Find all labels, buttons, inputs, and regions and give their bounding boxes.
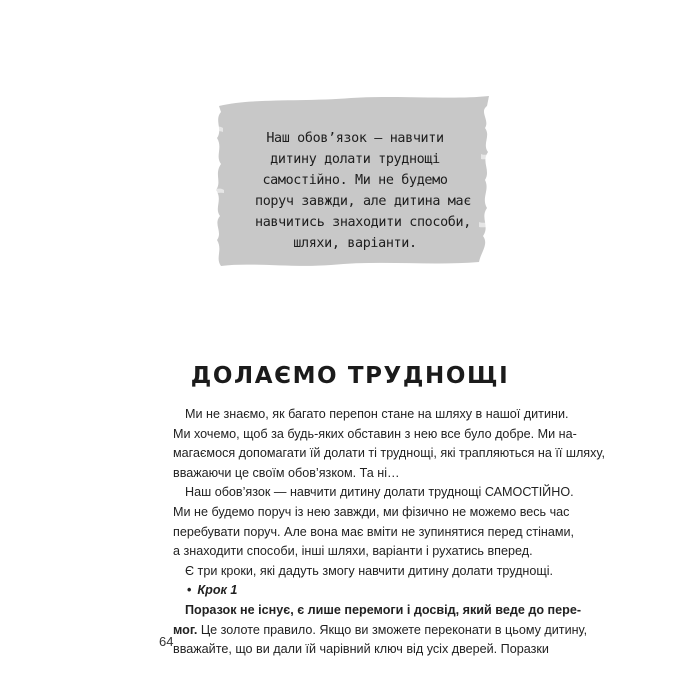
paragraph-line: перебувати поруч. Але вона має вміти не зупинятися перед стінами,	[173, 524, 575, 539]
quote-text	[255, 128, 471, 254]
paragraph-line: Є три кроки, які дадуть змогу навчити дитину долати труднощі.	[185, 563, 554, 578]
quote-line: дитину долати труднощі	[270, 152, 440, 167]
quote-line: навчитись знаходити способи,	[255, 215, 471, 230]
page-number: 64	[159, 634, 174, 649]
paragraph-line: вважайте, що ви дали їй чарівний ключ від усіх дверей. Поразки	[173, 642, 549, 657]
paragraph-line: магаємося допомагати їй долати ті труднощі, які трапляються на її шляху,	[173, 446, 605, 461]
bold-text: мог.	[173, 622, 198, 637]
step-heading	[173, 581, 545, 601]
regular-text: Це золоте правило. Якщо ви зможете переконати в цьому дитину,	[197, 622, 588, 637]
paragraph-line: Ми хочемо, щоб за будь-яких обставин з нею все було добре. Ми на-	[173, 426, 577, 441]
paragraph-line: Ми не знаємо, як багато перепон стане на шляху в нашої дитини.	[185, 407, 569, 421]
quote-callout	[211, 92, 493, 268]
quote-line: самостійно. Ми не будемо	[262, 173, 448, 188]
quote-line: поруч завжди, але дитина має	[255, 194, 471, 209]
paragraph-line	[173, 621, 588, 641]
paragraph-line: а знаходити способи, інші шляхи, варіанти і рухатись вперед.	[173, 544, 533, 559]
bullet-icon: •	[187, 583, 192, 598]
paragraph-line: Наш обов’язок — навчити дитину долати труднощі САМОСТІЙНО.	[185, 485, 574, 500]
section-title: ДОЛАЄМО ТРУДНОЩІ	[190, 363, 510, 389]
quote-line: шляхи, варіанти.	[293, 236, 417, 251]
paragraph-line: Поразок не існує, є лише перемоги і досвід, який веде до пере-	[185, 602, 582, 617]
step-label: Крок 1	[197, 583, 238, 598]
paragraph-line: вважаючи це своїм обов’язком. Та ні…	[173, 465, 400, 480]
body-text	[173, 405, 605, 660]
paragraph-line: Ми не будемо поруч із нею завжди, ми фізично не можемо весь час	[173, 504, 570, 519]
quote-line: Наш обов’язок — навчити	[266, 131, 444, 146]
